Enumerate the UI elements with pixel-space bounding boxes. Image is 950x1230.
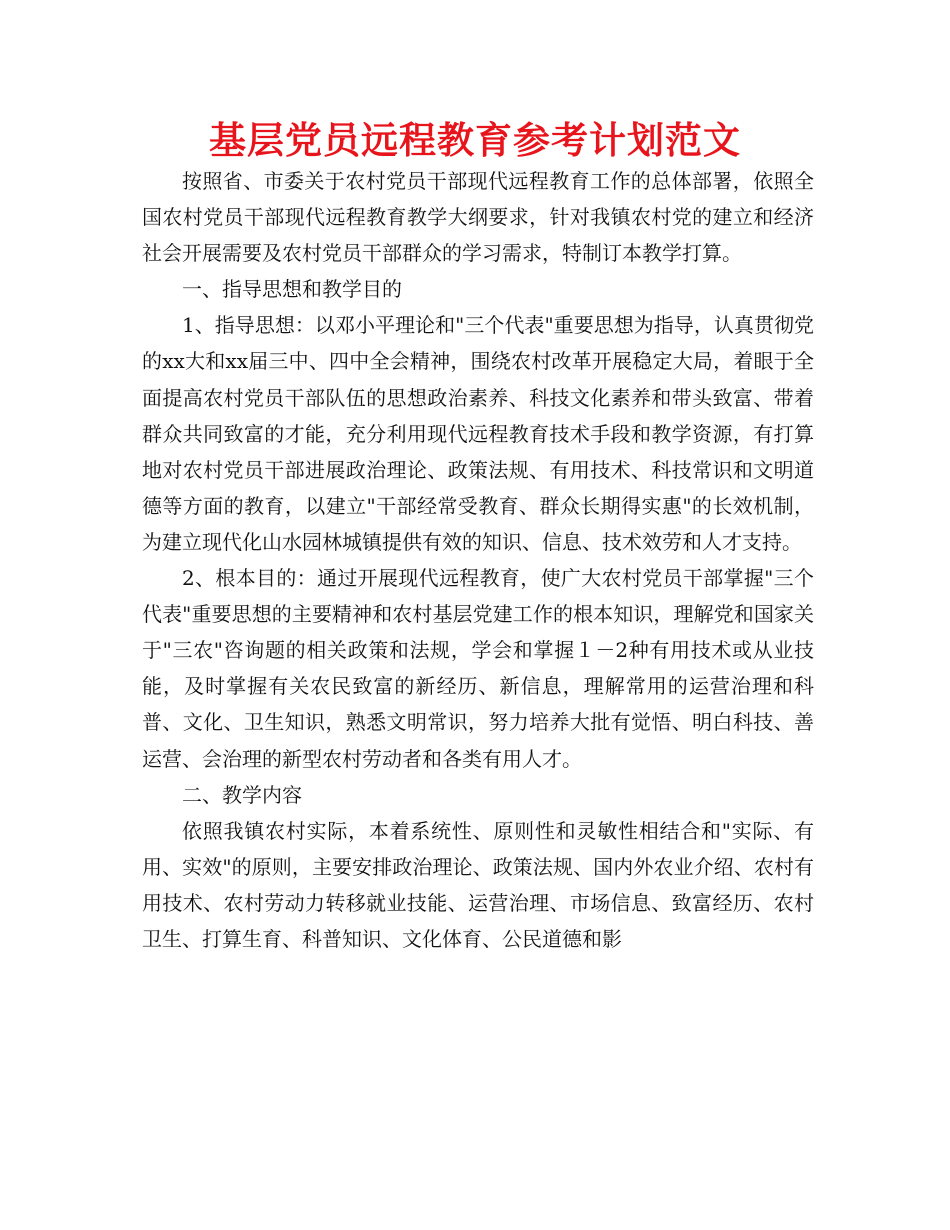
section-heading-1: 一、指导思想和教学目的 <box>182 277 402 302</box>
paragraph-guiding-thought: 1、指导思想：以邓小平理论和"三个代表"重要思想为指导，认真贯彻党的xx大和xx届三中、四中全会精神，围绕农村改革开展稳定大局，着眼于全面提高农村党员干部队伍的思想政治素养、科技文化素养和带头致富、带着群众共同致富的才能，充分利用现代远程教育技术手段和教学资源，有打算地对农村党员干部进展政治理论、政策法规、有用技术、科技常识和文明道德等方面的教育，以建立"干部经常受教育、群众长期得实惠"的长效机制，为建立现代化山水园林城镇提供有效的知识、信息、技术效劳和人才支持。 <box>142 313 814 554</box>
paragraph-intro: 按照省、市委关于农村党员干部现代远程教育工作的总体部署，依照全国农村党员干部现代远程教育教学大纲要求，针对我镇农村党的建立和经济社会开展需要及农村党员干部群众的学习需求，特制订本教学打算。 <box>142 169 814 266</box>
paragraph-teaching-content: 依照我镇农村实际，本着系统性、原则性和灵敏性相结合和"实际、有用、实效"的原则，主要安排政治理论、政策法规、国内外农业介绍、农村有用技术、农村劳动力转移就业技能、运营治理、市场信息、致富经历、农村卫生、打算生育、科普知识、文化体育、公民道德和影 <box>142 818 814 951</box>
document-body <box>142 163 814 957</box>
section-heading-2: 二、教学内容 <box>182 782 302 807</box>
paragraph-basic-purpose: 2、根本目的：通过开展现代远程教育，使广大农村党员干部掌握"三个代表"重要思想的主要精神和农村基层党建工作的根本知识，理解党和国家关于"三农"咨询题的相关政策和法规，学会和掌握１－2种有用技术或从业技能，及时掌握有关农民致富的新经历、新信息，理解常用的运营治理和科普、文化、卫生知识，熟悉文明常识，努力培养大批有觉悟、明白科技、善运营、会治理的新型农村劳动者和各类有用人才。 <box>142 566 814 771</box>
document-title: 基层党员远程教育参考计划范文 <box>209 119 741 162</box>
